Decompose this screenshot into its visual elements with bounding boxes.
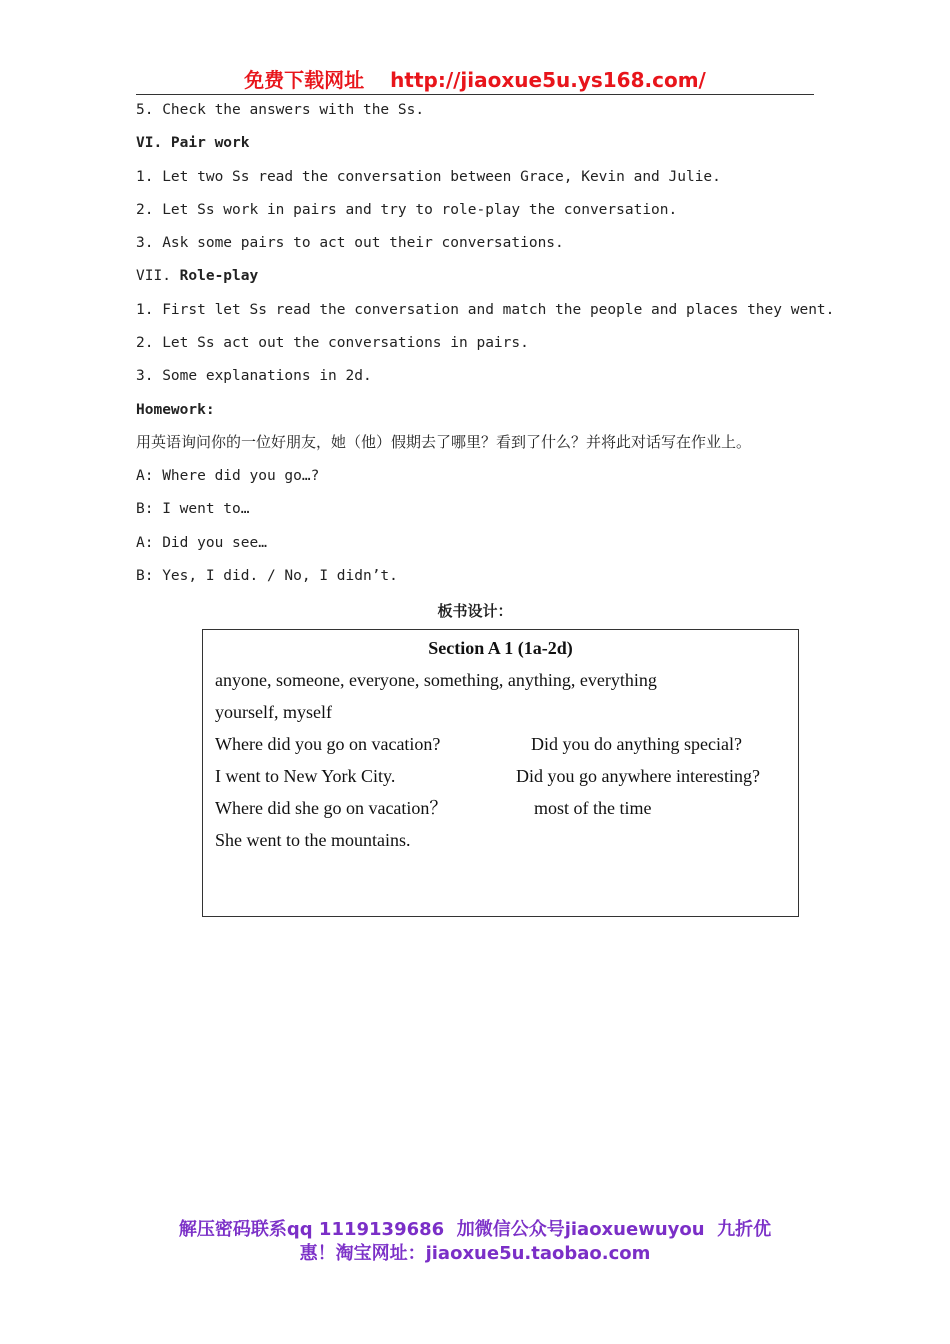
section-7-heading bbox=[136, 266, 258, 286]
dialog-line-1: A: Where did you go…? bbox=[136, 468, 320, 484]
footer-line-1: 解压密码联系qq 1119139686 加微信公众号jiaoxuewuyou 九折优 bbox=[178, 1219, 772, 1240]
board-design-box bbox=[202, 629, 799, 917]
section-7-number: VII. bbox=[136, 268, 180, 284]
page-header bbox=[136, 66, 814, 95]
board-title: Section A 1 (1a-2d) bbox=[428, 638, 573, 658]
section-7-item-1: 1. First let Ss read the conversation and match the people and places they went. bbox=[136, 302, 835, 318]
board-left-line-4: I went to New York City. bbox=[215, 766, 396, 786]
board-right-line-1: Did you do anything special? bbox=[531, 734, 742, 754]
board-left-line-5: Where did she go on vacation？ bbox=[215, 798, 448, 818]
board-left-line-6: She went to the mountains. bbox=[215, 830, 411, 850]
section-7-item-3: 3. Some explanations in 2d. bbox=[136, 368, 372, 384]
board-right-line-3: most of the time bbox=[534, 798, 652, 818]
section-6-item-1: 1. Let two Ss read the conversation between Grace, Kevin and Julie. bbox=[136, 169, 721, 185]
board-left-line-1: anyone, someone, everyone, something, anything, everything bbox=[215, 670, 657, 690]
section-7-title: Role-play bbox=[179, 268, 259, 284]
dialog-line-4: B: Yes, I did. / No, I didn’t. bbox=[136, 568, 398, 584]
footer-line-2[interactable]: 惠！淘宝网址：jiaoxue5u.taobao.com bbox=[299, 1243, 651, 1264]
board-left-line-3: Where did you go on vacation? bbox=[215, 734, 441, 754]
board-left-line-2: yourself, myself bbox=[215, 702, 332, 722]
header-url-link[interactable]: http://jiaoxue5u.ys168.com/ bbox=[390, 68, 706, 92]
page-footer bbox=[0, 1218, 950, 1266]
board-right-line-2: Did you go anywhere interesting? bbox=[516, 766, 760, 786]
board-design-heading: 板书设计： bbox=[437, 602, 513, 620]
dialog-line-3: A: Did you see… bbox=[136, 535, 267, 551]
homework-instruction: 用英语询问你的一位好朋友，她（他）假期去了哪里？看到了什么？并将此对话写在作业上。 bbox=[136, 433, 752, 451]
step-5: 5. Check the answers with the Ss. bbox=[136, 102, 425, 118]
dialog-line-2: B: I went to… bbox=[136, 501, 250, 517]
section-6-item-2: 2. Let Ss work in pairs and try to role-play the conversation. bbox=[136, 202, 678, 218]
homework-title: Homework: bbox=[136, 402, 215, 418]
section-7-item-2: 2. Let Ss act out the conversations in pairs. bbox=[136, 335, 529, 351]
section-6-title: VI. Pair work bbox=[136, 135, 250, 151]
header-site-name: 免费下载网址 bbox=[244, 68, 365, 92]
section-6-item-3: 3. Ask some pairs to act out their conversations. bbox=[136, 235, 564, 251]
